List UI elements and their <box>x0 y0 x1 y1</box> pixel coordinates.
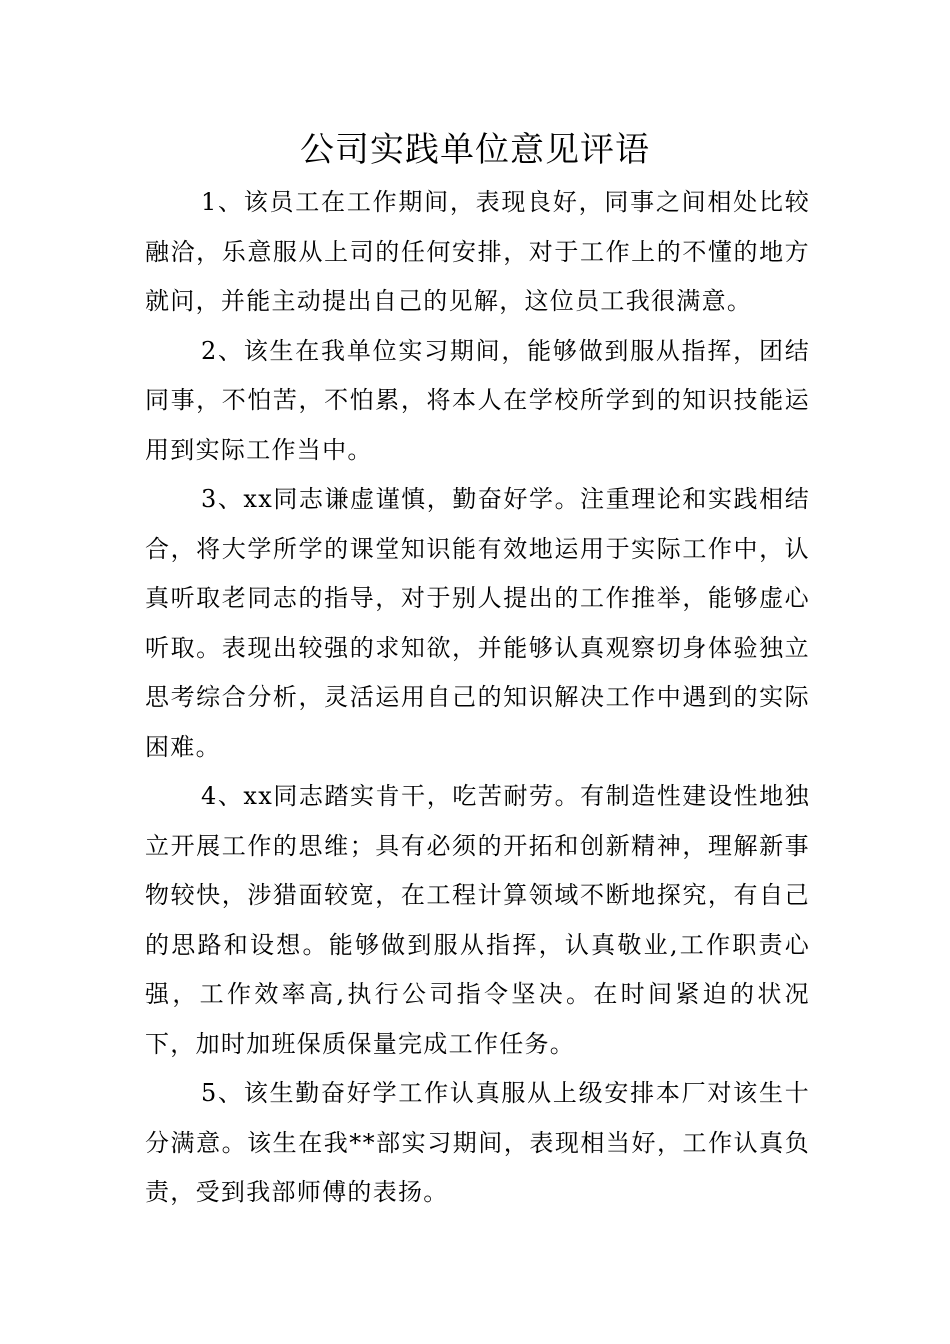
document-title: 公司实践单位意见评语 <box>300 130 650 170</box>
paragraph-3: 3、xx同志谦虚谨慎，勤奋好学。注重理论和实践相结合，将大学所学的课堂知识能有效地运用于实际工作中，认真听取老同志的指导，对于别人提出的工作推举，能够虚心听取。表现出较强的求知欲，并能够认真观察切身体验独立思考综合分析，灵活运用自己的知识解决工作中遇到的实际困难。 <box>145 485 810 761</box>
paragraph-2: 2、该生在我单位实习期间，能够做到服从指挥，团结同事，不怕苦，不怕累，将本人在学校所学到的知识技能运用到实际工作当中。 <box>145 336 810 464</box>
document-body <box>145 178 810 1218</box>
paragraph-5: 5、该生勤奋好学工作认真服从上级安排本厂对该生十分满意。该生在我**部实习期间，表现相当好，工作认真负责，受到我部师傅的表扬。 <box>145 1079 810 1206</box>
paragraph-4: 4、xx同志踏实肯干，吃苦耐劳。有制造性建设性地独立开展工作的思维；具有必须的开拓和创新精神，理解新事物较快，涉猎面较宽，在工程计算领域不断地探究，有自己的思路和设想。能够做到服从指挥，认真敬业,工作职责心强，工作效率高,执行公司指令坚决。在时间紧迫的状况下，加时加班保质保量完成工作任务。 <box>145 782 810 1058</box>
paragraph-1: 1、该员工在工作期间，表现良好，同事之间相处比较融洽，乐意服从上司的任何安排，对于工作上的不懂的地方就问，并能主动提出自己的见解，这位员工我很满意。 <box>145 188 810 315</box>
